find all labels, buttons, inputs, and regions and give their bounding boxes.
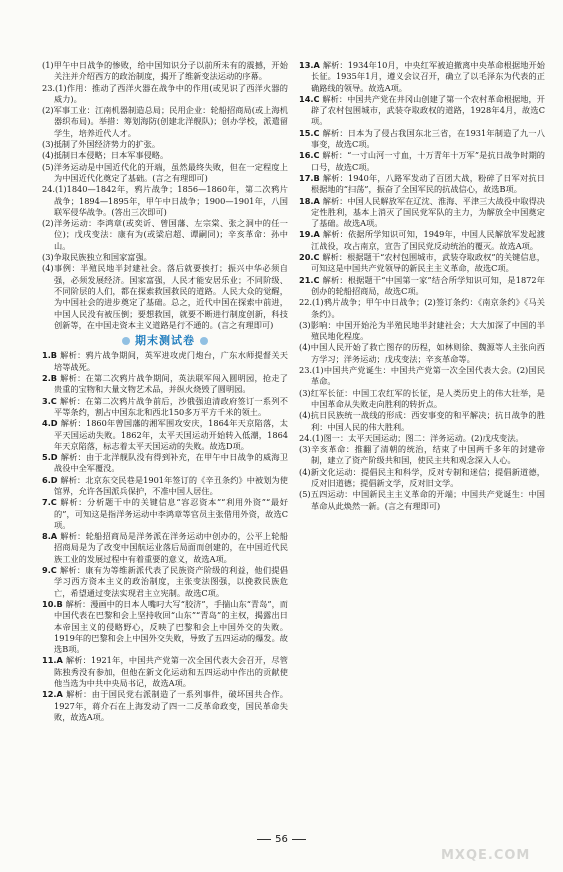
answer-text: 解析：分析题干中的关键信息“容忍资本”“利用外资”“最好的”，可知这是指洋务运动中李鸿章等官员主张借用外资，故选C项。 — [54, 497, 288, 530]
answer-number: 9.C — [42, 565, 60, 576]
answer-item — [42, 497, 288, 531]
answer-item — [42, 475, 288, 498]
answer-item — [299, 173, 545, 196]
answer-number: 1.B — [42, 350, 61, 361]
page-number: 56 — [0, 834, 563, 845]
answer-text: 解析：漫画中的日本人嘴叼大写“胶济”，手揣山东“青岛”，而中国代表在巴黎和会上坚持收回“山东”“青岛”的主权，揭露出日本帝国主义的侵略野心，反映了巴黎和会上中国外交的失败。1919年的巴黎和会上中国外交失败，导致了五四运动的爆发。故选B项。 — [54, 598, 288, 655]
answer-text: 解析：“一寸山河一寸血，十万青年十万军”是抗日战争时期的口号，故选C项。 — [311, 150, 545, 172]
answer-line: (4)事例：半殖民地半封建社会。落后就要挨打；振兴中华必须自强，必须发展经济。国家富强，人民才能安居乐业；不同阶级、不同阶层的人们，都在探索救国救民的道路。人民大众的觉醒，为中国社会的进步奠定了基础。总之，近代中国在探索中前进，中国人民没有被压倒；要想救国，就要不断进行制度创新，科技创新等，在中国走资本主义道路是行不通的。(言之有理即可) — [42, 263, 288, 330]
answer-line: (3)争取民族独立和国家富强。 — [42, 252, 152, 263]
answer-number: 11.A — [42, 655, 66, 666]
title-decoration-icon — [122, 337, 130, 345]
answer-line: 22.(1)鸦片战争；甲午中日战争；(2)签订条约：《南京条约》《马关条约》。 — [299, 297, 545, 319]
answer-text: 解析：鸦片战争期间，英军进攻虎门炮台，广东水师提督关天培等战死。 — [54, 350, 288, 372]
answer-text: 解析：依据所学知识可知，1949年，中国人民解放军发起渡江战役，攻占南京，宣告了国民党反动统治的覆灭。故选A项。 — [311, 229, 545, 251]
answer-line: (4)抵制日本侵略；日本军事侵略。 — [42, 150, 169, 161]
answer-line: (4)中国人民开始了救亡图存的历程，如林则徐、魏源等人主张向西方学习；洋务运动；戊戌变法；辛亥革命等。 — [299, 342, 545, 364]
answer-number: 2.B — [42, 373, 61, 384]
answer-item — [42, 655, 288, 689]
answer-number: 6.D — [42, 474, 61, 485]
answer-item — [42, 418, 288, 452]
section-title: 期末测试卷 — [42, 335, 288, 346]
watermark: MXQE.COM — [441, 848, 531, 863]
answer-number: 4.D — [42, 418, 61, 429]
answer-text: 解析：北京东交民巷是1901年签订的《辛丑条约》中被划为使馆界，允许各国派兵保护，不准中国人居住。 — [54, 474, 288, 496]
answer-number: 12.A — [42, 689, 67, 700]
answer-line: (3)红军长征：中国工农红军的长征，是人类历史上的伟大壮举，是中国革命从失败走向胜利的转折点。 — [299, 387, 545, 409]
answer-line: (5)五四运动：中国新民主主义革命的开端；中国共产党诞生：中国革命从此焕然一新。(言之有理即可) — [299, 489, 545, 511]
answer-line: (2)军事工业：江南机器制造总局；民用企业：轮船招商局(或上海机器织布局)。举措：筹划海防(创建北洋舰队)；创办学校，派遣留学生，培养近代人才。 — [42, 105, 288, 138]
answer-item — [42, 565, 288, 599]
answer-text: 解析：中国人民解放军在辽沈、淮海、平津三大战役中取得决定性胜利，基本上消灭了国民党军队的主力，为解放全中国奠定了基础。故选A项。 — [311, 195, 545, 229]
answer-line: (4)抗日民族统一战线的形成：西安事变的和平解决；抗日战争的胜利：中国人民的伟大胜利。 — [299, 410, 545, 432]
answer-text: 解析：由于北洋舰队没有得到补充，在甲午中日战争的威海卫战役中全军覆没。 — [54, 452, 288, 474]
answer-number: 17.B — [299, 172, 323, 183]
answer-number: 7.C — [42, 497, 61, 508]
answer-item — [299, 229, 545, 252]
answer-item — [299, 128, 545, 151]
answer-text: 解析：根据题干“农村包围城市，武装夺取政权”的关键信息，可知这是中国共产党领导的新民主主义革命，故选C项。 — [311, 252, 545, 274]
answer-text: 解析：由于国民党右派制造了一系列事件，破坏国共合作。1927年，蒋介石在上海发动了四一二反革命政变，国民革命失败，故选A项。 — [54, 689, 288, 722]
answer-item — [299, 60, 545, 94]
title-decoration-icon — [200, 337, 208, 345]
answer-item — [299, 196, 545, 230]
answer-number: 14.C — [299, 93, 323, 104]
right-items — [299, 297, 545, 512]
answer-text: 解析：在第二次鸦片战争前后，沙俄强迫清政府签订一系列不平等条约，割占中国东北和西北150多万平方千米的领土。 — [54, 395, 288, 417]
answer-item — [42, 373, 288, 396]
answer-text: 解析：日本为了侵占我国东北三省，在1931年制造了九一八事变，故选C项。 — [311, 127, 545, 150]
answer-number: 3.C — [42, 395, 60, 406]
answer-item — [42, 531, 288, 565]
answer-text: 解析：中国共产党在井冈山创建了第一个农村革命根据地，开辟了农村包围城市，武装夺取政权的道路，1928年4月，故选C项。 — [311, 93, 545, 127]
answer-text: 解析：康有为等维新派代表了民族资产阶级的利益，他们提倡学习西方资本主义的政治制度，主张变法图强，以挽救民族危亡，希望通过变法实现君主立宪制。故选C项。 — [54, 565, 288, 598]
answer-number: 20.C — [299, 252, 323, 263]
answer-item — [299, 275, 545, 298]
answer-number: 15.C — [299, 127, 323, 138]
answer-item — [299, 150, 545, 173]
answer-number: 5.D — [42, 452, 61, 463]
answer-line: (1)甲午中日战争的惨败，给中国知识分子以前所未有的震撼，开始关注并介绍西方的政治制度，揭开了维新变法运动的序幕。 — [42, 60, 288, 82]
answer-item — [299, 94, 545, 128]
answer-text: 解析：在第二次鸦片战争期间，英法联军闯入圆明园，抢走了贵重的宝物和大量文物艺术品，并纵火烧毁了圆明园。 — [54, 373, 288, 395]
answer-text: 解析：1860年曾国藩的湘军围攻安庆，1864年天京陷落，太平天国运动失败。1862年，太平天国运动开始转入低潮，1864年天京陷落，标志着太平天国运动的失败。故选D项。 — [54, 418, 288, 451]
answer-line: (3)辛亥革命：推翻了清朝的统治，结束了中国两千多年的封建帝制，建立了资产阶级共和国，使民主共和观念深入人心。 — [299, 444, 545, 466]
answer-item — [42, 396, 288, 419]
answer-number: 13.A — [299, 60, 323, 70]
answer-line: 24.(1)图一：太平天国运动；图二：洋务运动。(2)戊戌变法。 — [299, 432, 524, 443]
answer-line: (2)洋务运动：李鸿章(或奕䜣、曾国藩、左宗棠、张之洞中的任一位)；戊戌变法：康有为(或梁启超、谭嗣同)；辛亥革命：孙中山。 — [42, 218, 288, 251]
answer-number: 21.C — [299, 274, 323, 285]
answer-item — [42, 599, 288, 655]
answer-number: 8.A — [42, 531, 61, 542]
answer-text: 解析：1934年10月，中央红军被迫撤离中央革命根据地开始长征。1935年1月，遵义会议召开，确立了以毛泽东为代表的正确路线的领导。故选A项。 — [311, 60, 545, 93]
answer-item — [42, 689, 288, 723]
answer-line: (4)新文化运动：提倡民主和科学，反对专制和迷信；提倡新道德，反对旧道德；提倡新文学，反对旧文学。 — [299, 466, 545, 488]
left-answers — [42, 350, 288, 723]
answer-line: 24.(1)1840—1842年，鸦片战争；1856—1860年，第二次鸦片战争；1894—1895年，甲午中日战争；1900—1901年，八国联军侵华战争。(答出三次即可) — [42, 184, 288, 217]
answer-line: (3)影响：中国开始沦为半殖民地半封建社会；大大加深了中国的半殖民地化程度。 — [299, 319, 545, 342]
answer-line: 23.(1)作用：推动了西洋火器在战争中的作用(或见识了西洋火器的威力)。 — [42, 82, 288, 104]
answer-item — [42, 452, 288, 475]
right-answers — [299, 60, 545, 297]
answer-line: (3)抵制了外国经济势力的扩张。 — [42, 139, 161, 150]
answer-item — [42, 350, 288, 373]
answer-item — [299, 252, 545, 275]
answer-number: 18.A — [299, 195, 323, 206]
right-column — [299, 60, 545, 512]
answer-number: 10.B — [42, 598, 66, 609]
answer-line: 23.(1)中国共产党诞生：中国共产党第一次全国代表大会。(2)国民革命。 — [299, 365, 545, 387]
left-intro-items — [42, 60, 288, 331]
answer-number: 16.C — [299, 150, 323, 161]
answer-text: 解析：轮船招商局是洋务派在洋务运动中创办的，公平上轮船招商局是为了改变中国航运业落后局面而创建的，在中国近代民族工业的发展过程中有着重要的意义，故选A项。 — [54, 531, 288, 564]
answer-text: 解析：1921年，中国共产党第一次全国代表大会召开，尽管陈独秀没有参加，但他在新文化运动和五四运动中作出的贡献使他当选为中共中央局书记，故选A项。 — [54, 655, 288, 689]
left-column — [42, 60, 288, 723]
answer-line: (5)洋务运动是中国近代化的开端，虽然最终失败，但在一定程度上为中国近代化奠定了基础。(言之有理即可) — [42, 161, 288, 183]
answer-text: 解析：根据题干“中国第一家”结合所学知识可知，是1872年创办的轮船招商局，故选C项。 — [311, 274, 545, 296]
answer-text: 解析：1940年，八路军发动了百团大战，粉碎了日军对抗日根据地的“扫荡”，振奋了全国军民的抗战信心，故选B项。 — [311, 172, 545, 195]
answer-number: 19.A — [299, 229, 323, 240]
